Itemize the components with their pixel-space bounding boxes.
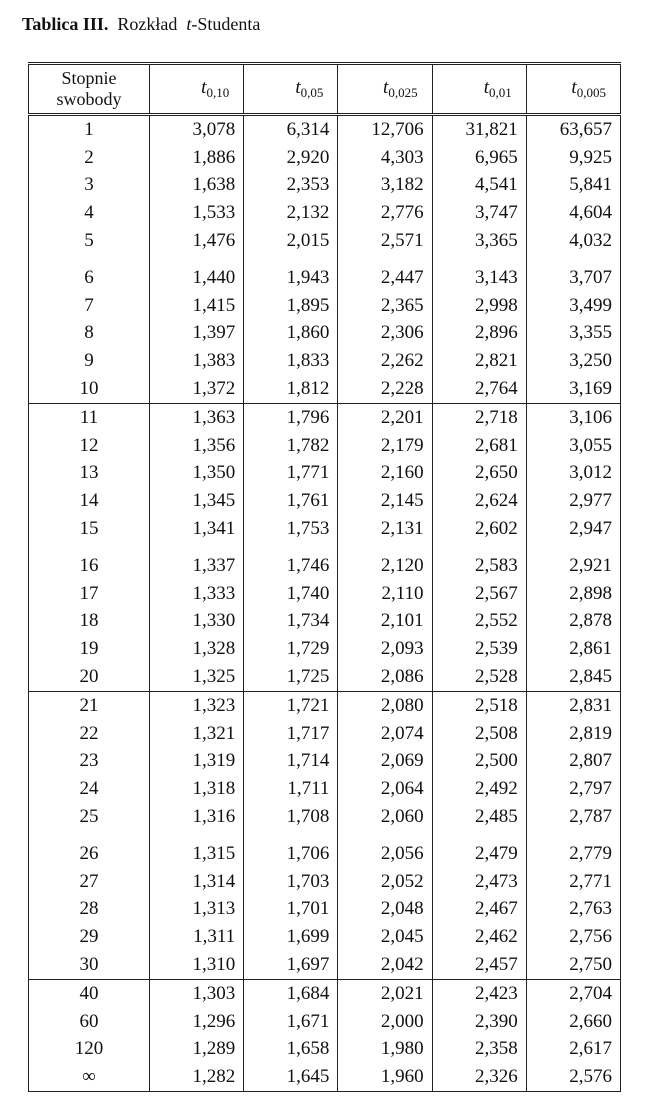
critical-value-cell: 2,807 xyxy=(526,748,620,776)
critical-value-cell: 2,390 xyxy=(432,1008,526,1036)
critical-value-cell: 1,697 xyxy=(244,951,338,979)
critical-value-cell: 3,106 xyxy=(526,403,620,431)
critical-value-cell: 6,965 xyxy=(432,144,526,172)
title-suffix: -Studenta xyxy=(191,14,261,34)
critical-value-cell: 2,042 xyxy=(338,951,432,979)
critical-value-cell: 9,925 xyxy=(526,144,620,172)
table-row xyxy=(29,320,621,348)
degrees-of-freedom-cell: 12 xyxy=(29,432,150,460)
critical-value-cell: 1,319 xyxy=(150,748,244,776)
critical-value-cell: 2,228 xyxy=(338,375,432,403)
header-subscript: 0,025 xyxy=(388,85,418,100)
critical-value-cell: 2,069 xyxy=(338,748,432,776)
degrees-of-freedom-cell: 20 xyxy=(29,663,150,691)
critical-value-cell: 2,467 xyxy=(432,896,526,924)
table-row xyxy=(29,199,621,227)
degrees-of-freedom-cell: 6 xyxy=(29,255,150,292)
header-t-symbol: t xyxy=(201,77,207,98)
table-row xyxy=(29,608,621,636)
degrees-of-freedom-cell: 21 xyxy=(29,691,150,719)
critical-value-cell: 1,699 xyxy=(244,923,338,951)
critical-value-cell: 1,328 xyxy=(150,635,244,663)
table-row xyxy=(29,543,621,580)
critical-value-cell: 4,303 xyxy=(338,144,432,172)
critical-value-cell: 1,440 xyxy=(150,255,244,292)
degrees-of-freedom-cell: 15 xyxy=(29,515,150,543)
critical-value-cell: 2,921 xyxy=(526,543,620,580)
critical-value-cell: 2,473 xyxy=(432,868,526,896)
critical-value-cell: 2,878 xyxy=(526,608,620,636)
critical-value-cell: 1,341 xyxy=(150,515,244,543)
critical-value-cell: 2,132 xyxy=(244,199,338,227)
critical-value-cell: 2,326 xyxy=(432,1063,526,1091)
header-subscript: 0,05 xyxy=(300,85,324,100)
degrees-of-freedom-cell: 24 xyxy=(29,775,150,803)
table-row xyxy=(29,951,621,979)
critical-value-cell: 1,658 xyxy=(244,1036,338,1064)
critical-value-cell: 4,032 xyxy=(526,227,620,255)
critical-value-cell: 1,314 xyxy=(150,868,244,896)
critical-value-cell: 1,289 xyxy=(150,1036,244,1064)
critical-value-cell: 2,602 xyxy=(432,515,526,543)
degrees-of-freedom-cell: 8 xyxy=(29,320,150,348)
critical-value-cell: 1,812 xyxy=(244,375,338,403)
critical-value-cell: 2,861 xyxy=(526,635,620,663)
critical-value-cell: 2,831 xyxy=(526,691,620,719)
critical-value-cell: 2,045 xyxy=(338,923,432,951)
critical-value-cell: 1,796 xyxy=(244,403,338,431)
critical-value-cell: 2,819 xyxy=(526,720,620,748)
degrees-of-freedom-cell: 120 xyxy=(29,1036,150,1064)
critical-value-cell: 2,462 xyxy=(432,923,526,951)
critical-value-cell: 2,179 xyxy=(338,432,432,460)
degrees-of-freedom-cell: 29 xyxy=(29,923,150,951)
degrees-of-freedom-cell: 19 xyxy=(29,635,150,663)
critical-value-cell: 1,943 xyxy=(244,255,338,292)
degrees-of-freedom-cell: 17 xyxy=(29,580,150,608)
table-row xyxy=(29,775,621,803)
critical-value-cell: 1,310 xyxy=(150,951,244,979)
critical-value-cell: 1,980 xyxy=(338,1036,432,1064)
degrees-of-freedom-cell: 26 xyxy=(29,831,150,868)
table-row xyxy=(29,580,621,608)
degrees-of-freedom-cell: 10 xyxy=(29,375,150,403)
header-t-symbol: t xyxy=(383,77,389,98)
critical-value-cell: 1,323 xyxy=(150,691,244,719)
critical-value-cell: 3,055 xyxy=(526,432,620,460)
critical-value-cell: 3,182 xyxy=(338,172,432,200)
critical-value-cell: 2,479 xyxy=(432,831,526,868)
table-row xyxy=(29,803,621,831)
critical-value-cell: 1,761 xyxy=(244,487,338,515)
critical-value-cell: 2,447 xyxy=(338,255,432,292)
header-t-0-005 xyxy=(526,64,620,115)
table-body xyxy=(29,115,621,1092)
table-number: Tablica III. xyxy=(22,14,109,34)
critical-value-cell: 2,518 xyxy=(432,691,526,719)
critical-value-cell: 1,533 xyxy=(150,199,244,227)
header-row xyxy=(29,64,621,115)
title-prefix: Rozkład xyxy=(117,14,178,34)
critical-value-cell: 1,860 xyxy=(244,320,338,348)
critical-value-cell: 3,012 xyxy=(526,460,620,488)
critical-value-cell: 1,638 xyxy=(150,172,244,200)
degrees-of-freedom-cell: 18 xyxy=(29,608,150,636)
critical-value-cell: 1,282 xyxy=(150,1063,244,1091)
header-t-0-05 xyxy=(244,64,338,115)
critical-value-cell: 2,120 xyxy=(338,543,432,580)
critical-value-cell: 1,740 xyxy=(244,580,338,608)
critical-value-cell: 2,306 xyxy=(338,320,432,348)
degrees-of-freedom-cell: 22 xyxy=(29,720,150,748)
table-row xyxy=(29,896,621,924)
table-row xyxy=(29,720,621,748)
degrees-of-freedom-cell: 4 xyxy=(29,199,150,227)
critical-value-cell: 1,671 xyxy=(244,1008,338,1036)
table-row xyxy=(29,227,621,255)
critical-value-cell: 2,797 xyxy=(526,775,620,803)
critical-value-cell: 1,337 xyxy=(150,543,244,580)
critical-value-cell: 2,086 xyxy=(338,663,432,691)
critical-value-cell: 1,372 xyxy=(150,375,244,403)
critical-value-cell: 1,701 xyxy=(244,896,338,924)
critical-value-cell: 1,333 xyxy=(150,580,244,608)
critical-value-cell: 1,350 xyxy=(150,460,244,488)
critical-value-cell: 4,541 xyxy=(432,172,526,200)
critical-value-cell: 2,074 xyxy=(338,720,432,748)
critical-value-cell: 2,110 xyxy=(338,580,432,608)
critical-value-cell: 2,776 xyxy=(338,199,432,227)
critical-value-cell: 31,821 xyxy=(432,115,526,144)
critical-value-cell: 2,756 xyxy=(526,923,620,951)
t-student-table xyxy=(28,62,621,1092)
degrees-of-freedom-cell: 60 xyxy=(29,1008,150,1036)
critical-value-cell: 2,000 xyxy=(338,1008,432,1036)
critical-value-cell: 2,064 xyxy=(338,775,432,803)
header-t-0-10 xyxy=(150,64,244,115)
critical-value-cell: 2,052 xyxy=(338,868,432,896)
critical-value-cell: 3,355 xyxy=(526,320,620,348)
critical-value-cell: 2,528 xyxy=(432,663,526,691)
critical-value-cell: 2,021 xyxy=(338,979,432,1007)
critical-value-cell: 2,617 xyxy=(526,1036,620,1064)
table-row xyxy=(29,1008,621,1036)
critical-value-cell: 2,500 xyxy=(432,748,526,776)
table-row xyxy=(29,691,621,719)
header-df-line2: swobody xyxy=(56,89,122,109)
header-subscript: 0,005 xyxy=(576,85,606,100)
critical-value-cell: 2,764 xyxy=(432,375,526,403)
critical-value-cell: 2,998 xyxy=(432,292,526,320)
critical-value-cell: 2,015 xyxy=(244,227,338,255)
critical-value-cell: 1,782 xyxy=(244,432,338,460)
degrees-of-freedom-cell: 11 xyxy=(29,403,150,431)
table-row xyxy=(29,347,621,375)
critical-value-cell: 1,318 xyxy=(150,775,244,803)
critical-value-cell: 2,779 xyxy=(526,831,620,868)
table-row xyxy=(29,831,621,868)
critical-value-cell: 1,325 xyxy=(150,663,244,691)
critical-value-cell: 2,093 xyxy=(338,635,432,663)
table-row xyxy=(29,487,621,515)
degrees-of-freedom-cell: 27 xyxy=(29,868,150,896)
critical-value-cell: 2,131 xyxy=(338,515,432,543)
critical-value-cell: 1,753 xyxy=(244,515,338,543)
critical-value-cell: 1,684 xyxy=(244,979,338,1007)
critical-value-cell: 2,576 xyxy=(526,1063,620,1091)
table-row xyxy=(29,460,621,488)
critical-value-cell: 2,145 xyxy=(338,487,432,515)
degrees-of-freedom-cell: 1 xyxy=(29,115,150,144)
table-row xyxy=(29,635,621,663)
critical-value-cell: 2,457 xyxy=(432,951,526,979)
title-italic-t: t xyxy=(186,14,192,34)
critical-value-cell: 1,771 xyxy=(244,460,338,488)
table-row xyxy=(29,375,621,403)
degrees-of-freedom-cell: ∞ xyxy=(29,1063,150,1091)
degrees-of-freedom-cell: 25 xyxy=(29,803,150,831)
critical-value-cell: 1,721 xyxy=(244,691,338,719)
critical-value-cell: 1,383 xyxy=(150,347,244,375)
table-row xyxy=(29,663,621,691)
critical-value-cell: 2,048 xyxy=(338,896,432,924)
header-subscript: 0,01 xyxy=(489,85,512,100)
critical-value-cell: 6,314 xyxy=(244,115,338,144)
header-degrees-of-freedom xyxy=(29,64,150,115)
critical-value-cell: 2,423 xyxy=(432,979,526,1007)
critical-value-cell: 2,750 xyxy=(526,951,620,979)
critical-value-cell: 2,977 xyxy=(526,487,620,515)
critical-value-cell: 2,160 xyxy=(338,460,432,488)
table-row xyxy=(29,515,621,543)
critical-value-cell: 1,303 xyxy=(150,979,244,1007)
critical-value-cell: 2,101 xyxy=(338,608,432,636)
table-row xyxy=(29,979,621,1007)
critical-value-cell: 2,583 xyxy=(432,543,526,580)
critical-value-cell: 1,886 xyxy=(150,144,244,172)
critical-value-cell: 2,080 xyxy=(338,691,432,719)
critical-value-cell: 2,624 xyxy=(432,487,526,515)
critical-value-cell: 1,296 xyxy=(150,1008,244,1036)
critical-value-cell: 2,485 xyxy=(432,803,526,831)
table-row xyxy=(29,1036,621,1064)
critical-value-cell: 3,707 xyxy=(526,255,620,292)
table-title xyxy=(22,14,260,35)
critical-value-cell: 2,353 xyxy=(244,172,338,200)
table-row xyxy=(29,292,621,320)
critical-value-cell: 1,321 xyxy=(150,720,244,748)
critical-value-cell: 4,604 xyxy=(526,199,620,227)
critical-value-cell: 1,717 xyxy=(244,720,338,748)
table-row xyxy=(29,868,621,896)
critical-value-cell: 2,681 xyxy=(432,432,526,460)
critical-value-cell: 2,898 xyxy=(526,580,620,608)
critical-value-cell: 2,056 xyxy=(338,831,432,868)
critical-value-cell: 1,397 xyxy=(150,320,244,348)
critical-value-cell: 3,365 xyxy=(432,227,526,255)
critical-value-cell: 2,947 xyxy=(526,515,620,543)
header-t-symbol: t xyxy=(571,77,577,98)
critical-value-cell: 1,833 xyxy=(244,347,338,375)
table-row xyxy=(29,172,621,200)
degrees-of-freedom-cell: 9 xyxy=(29,347,150,375)
critical-value-cell: 1,645 xyxy=(244,1063,338,1091)
critical-value-cell: 2,920 xyxy=(244,144,338,172)
table-row xyxy=(29,432,621,460)
degrees-of-freedom-cell: 16 xyxy=(29,543,150,580)
critical-value-cell: 2,787 xyxy=(526,803,620,831)
critical-value-cell: 3,169 xyxy=(526,375,620,403)
header-t-symbol: t xyxy=(483,77,489,98)
degrees-of-freedom-cell: 14 xyxy=(29,487,150,515)
degrees-of-freedom-cell: 2 xyxy=(29,144,150,172)
critical-value-cell: 2,060 xyxy=(338,803,432,831)
critical-value-cell: 2,552 xyxy=(432,608,526,636)
critical-value-cell: 1,363 xyxy=(150,403,244,431)
critical-value-cell: 1,895 xyxy=(244,292,338,320)
critical-value-cell: 2,201 xyxy=(338,403,432,431)
table-row xyxy=(29,1063,621,1091)
critical-value-cell: 1,315 xyxy=(150,831,244,868)
critical-value-cell: 1,729 xyxy=(244,635,338,663)
critical-value-cell: 1,330 xyxy=(150,608,244,636)
critical-value-cell: 2,571 xyxy=(338,227,432,255)
degrees-of-freedom-cell: 30 xyxy=(29,951,150,979)
critical-value-cell: 2,718 xyxy=(432,403,526,431)
critical-value-cell: 2,704 xyxy=(526,979,620,1007)
degrees-of-freedom-cell: 28 xyxy=(29,896,150,924)
critical-value-cell: 1,708 xyxy=(244,803,338,831)
critical-value-cell: 1,476 xyxy=(150,227,244,255)
critical-value-cell: 3,499 xyxy=(526,292,620,320)
critical-value-cell: 2,660 xyxy=(526,1008,620,1036)
critical-value-cell: 1,313 xyxy=(150,896,244,924)
critical-value-cell: 1,703 xyxy=(244,868,338,896)
critical-value-cell: 1,415 xyxy=(150,292,244,320)
critical-value-cell: 2,821 xyxy=(432,347,526,375)
critical-value-cell: 1,746 xyxy=(244,543,338,580)
critical-value-cell: 3,143 xyxy=(432,255,526,292)
degrees-of-freedom-cell: 7 xyxy=(29,292,150,320)
critical-value-cell: 63,657 xyxy=(526,115,620,144)
critical-value-cell: 1,311 xyxy=(150,923,244,951)
degrees-of-freedom-cell: 3 xyxy=(29,172,150,200)
header-t-symbol: t xyxy=(295,77,301,98)
critical-value-cell: 3,250 xyxy=(526,347,620,375)
critical-value-cell: 2,845 xyxy=(526,663,620,691)
critical-value-cell: 2,650 xyxy=(432,460,526,488)
header-t-0-01 xyxy=(432,64,526,115)
critical-value-cell: 1,711 xyxy=(244,775,338,803)
header-t-0-025 xyxy=(338,64,432,115)
critical-value-cell: 1,706 xyxy=(244,831,338,868)
header-subscript: 0,10 xyxy=(206,85,230,100)
degrees-of-freedom-cell: 5 xyxy=(29,227,150,255)
critical-value-cell: 2,567 xyxy=(432,580,526,608)
degrees-of-freedom-cell: 13 xyxy=(29,460,150,488)
critical-value-cell: 12,706 xyxy=(338,115,432,144)
table-row xyxy=(29,115,621,144)
table-row xyxy=(29,748,621,776)
critical-value-cell: 3,078 xyxy=(150,115,244,144)
critical-value-cell: 2,492 xyxy=(432,775,526,803)
critical-value-cell: 2,771 xyxy=(526,868,620,896)
critical-value-cell: 1,345 xyxy=(150,487,244,515)
header-df-line1: Stopnie xyxy=(61,68,117,88)
critical-value-cell: 1,316 xyxy=(150,803,244,831)
critical-value-cell: 1,356 xyxy=(150,432,244,460)
critical-value-cell: 1,960 xyxy=(338,1063,432,1091)
critical-value-cell: 2,262 xyxy=(338,347,432,375)
critical-value-cell: 2,896 xyxy=(432,320,526,348)
critical-value-cell: 2,763 xyxy=(526,896,620,924)
critical-value-cell: 5,841 xyxy=(526,172,620,200)
degrees-of-freedom-cell: 40 xyxy=(29,979,150,1007)
critical-value-cell: 2,508 xyxy=(432,720,526,748)
critical-value-cell: 3,747 xyxy=(432,199,526,227)
table-row xyxy=(29,144,621,172)
table-row xyxy=(29,923,621,951)
critical-value-cell: 2,539 xyxy=(432,635,526,663)
degrees-of-freedom-cell: 23 xyxy=(29,748,150,776)
critical-value-cell: 1,725 xyxy=(244,663,338,691)
critical-value-cell: 2,358 xyxy=(432,1036,526,1064)
critical-value-cell: 2,365 xyxy=(338,292,432,320)
critical-value-cell: 1,714 xyxy=(244,748,338,776)
table-row xyxy=(29,403,621,431)
critical-value-cell: 1,734 xyxy=(244,608,338,636)
table-row xyxy=(29,255,621,292)
